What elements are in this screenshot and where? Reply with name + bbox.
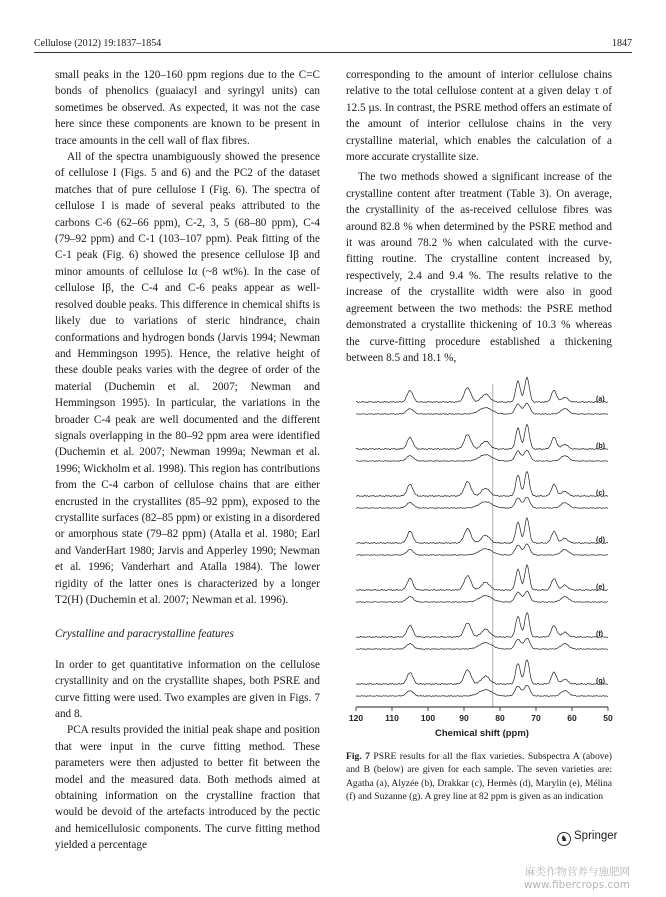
x-tick-label-2: 100 — [420, 713, 436, 723]
subspectrum-label-1: (b) — [596, 443, 605, 450]
publisher-name: Springer — [574, 830, 618, 842]
x-axis-label: Chemical shift (ppm) — [435, 728, 529, 739]
subspectrum-A-0 — [356, 377, 608, 402]
left-paragraph-4: PCA results provided the initial peak shape and position that were input in the curve fitting method. These parameters were then adjusted to better fit between the model and the measured data. Both methods aimed at obtaining information on the crystalline fraction that would be devoid of the artefacts introduced by the pectic and hemicellulosic components. The curve fitting method yielded a percentage — [55, 724, 320, 852]
subspectrum-B-0 — [356, 403, 608, 414]
figure-7-caption — [346, 750, 612, 804]
subspectrum-A-1 — [356, 424, 608, 449]
x-tick-label-7: 50 — [603, 713, 613, 723]
watermark-line-1: 麻类作物营养与施肥网 — [525, 866, 630, 878]
page-number: 1847 — [612, 38, 632, 49]
subspectrum-B-4 — [356, 591, 608, 603]
right-paragraph-1: corresponding to the amount of interior cellulose chains relative to the total cellulose content at a given delay τ of 12.5 µs. In contrast, the PSRE method offers an estimate of the amount of interior cellulose chains in the very crystalline material, which enables the calculation of a more accurate crystallite size. — [346, 69, 612, 164]
section-heading: Crystalline and paracrystalline features — [55, 628, 234, 641]
subspectrum-A-5 — [356, 613, 608, 638]
subspectrum-B-6 — [356, 686, 608, 697]
x-tick-label-5: 70 — [531, 713, 541, 723]
watermark-line-2: www.fibercrops.com — [523, 879, 630, 891]
subspectrum-A-3 — [356, 518, 608, 544]
x-tick-label-6: 60 — [567, 713, 577, 723]
caption-text: PSRE results for all the flax varieties. Subspectra A (above) and B (below) are given for each sample. The seven varieties are: Agatha (a), Alyzée (b), Drakkar (c), Hermès (d), Marylin (e), Mélina (f) and Suzanne (g). A grey line at 82 ppm is given as an indication — [346, 751, 612, 803]
subspectrum-label-5: (f) — [596, 631, 603, 638]
journal-citation: Cellulose (2012) 19:1837–1854 — [34, 38, 162, 49]
subspectrum-B-3 — [356, 544, 608, 556]
right-column — [346, 67, 612, 366]
publisher-mark — [557, 830, 617, 846]
figure-7-plot — [346, 372, 616, 742]
x-tick-label-3: 90 — [459, 713, 469, 723]
subspectrum-label-4: (e) — [596, 584, 605, 591]
left-paragraph-2: All of the spectra unambiguously showed the presence of cellulose I (Figs. 5 and 6) and the PC2 of the dataset matches that of pure cellulose I (Fig. 6). The spectra of cellulose I is made of several peaks attributed to the carbons C-6 (62–66 ppm), C-2, 3, 5 (68–80 ppm), C-4 (79–92 ppm) and C-1 (103–107 ppm). Peak fitting of the C-1 peak (Fig. 6) showed the presence cellulose Iβ and minor amounts of cellulose Iα (~8 wt%). In the case of cellulose Iβ, the C-4 and C-6 peaks appear as well-resolved double peaks. This difference in chemical shifts is likely due to variations of steric hindrance, chain conformations and hydrogen bonds (Jarvis 1994; Newman and Hemmingson 1995). Hence, the relative height of these double peaks varies with the degree of order of the material (Duchemin et al. 2007; Newman and Hemmingson 1995). In particular, the variations in the broader C-4 peak are well documented and the different signals overlapping in the 80–92 ppm area were identified (Duchemin et al. 2007; Newman 1999a; Newman et al. 1996; Wickholm et al. 1998). This region has contributions from the C-4 carbon of cellulose chains that are either encrusted in the crystallites (85–92 ppm), exposed to the crystallite surfaces (82–85 ppm) or existing in a disordered or amorphous state (79–82 ppm) (Atalla et al. 1980; Earl and VanderHart 1980; Jarvis and Apperley 1990; Newman et al. 1996; Vanderhart and Atalla 1984). The lower rigidity of the latter ones is characterized by a longer T2(H) (Duchemin et al. 2007; Newman et al. 1996). — [55, 151, 320, 606]
left-paragraph-3: In order to get quantitative information on the cellulose crystallinity and on the crystallite shapes, both PSRE and curve fitting were used. Two examples are given in Figs. 7 and 8. — [55, 658, 320, 721]
site-watermark — [524, 866, 630, 892]
left-paragraph-1: small peaks in the 120–160 ppm regions due to the C=C bonds of phenolics (guaiacyl and syringyl units) can sometimes be observed. As expected, it was not the case here since these components are known to be present in trace amounts in the cell wall of flax fibres. — [55, 69, 320, 147]
subspectrum-label-0: (a) — [596, 396, 605, 403]
subspectrum-B-1 — [356, 450, 608, 461]
subspectrum-A-2 — [356, 472, 608, 497]
subspectrum-A-6 — [356, 660, 608, 685]
subspectrum-B-5 — [356, 638, 608, 649]
x-tick-label-1: 110 — [385, 713, 399, 723]
header-rule — [34, 52, 632, 53]
caption-label: Fig. 7 — [346, 751, 370, 762]
left-column — [55, 67, 320, 854]
subspectrum-label-3: (d) — [596, 537, 605, 544]
subspectrum-label-2: (c) — [596, 490, 605, 497]
springer-horse-icon: ♞ — [557, 832, 571, 846]
x-tick-label-4: 80 — [495, 713, 505, 723]
nmr-spectra-svg — [346, 372, 616, 742]
subspectrum-A-4 — [356, 565, 608, 591]
right-paragraph-2: The two methods showed a significant increase of the crystalline content after treatment (Table 3). On average, the crystallinity of the as-received cellulose fibres was around 82.8 % when determined by the PSRE method and it was around 78.2 % when calculated with the curve-fitting routine. The crystalline content increased by, respectively, 2.4 and 9.4 %. The results relative to the increase of the crystallite width were also in good agreement between the two methods: the PSRE method demonstrated a crystallite thickening of 10.3 % whereas the curve-fitting procedure established a thickening between 8.5 and 18.1 %, — [346, 171, 612, 364]
subspectrum-label-6: (g) — [596, 678, 605, 685]
subspectrum-B-2 — [356, 497, 608, 508]
x-tick-label-0: 120 — [348, 713, 364, 723]
